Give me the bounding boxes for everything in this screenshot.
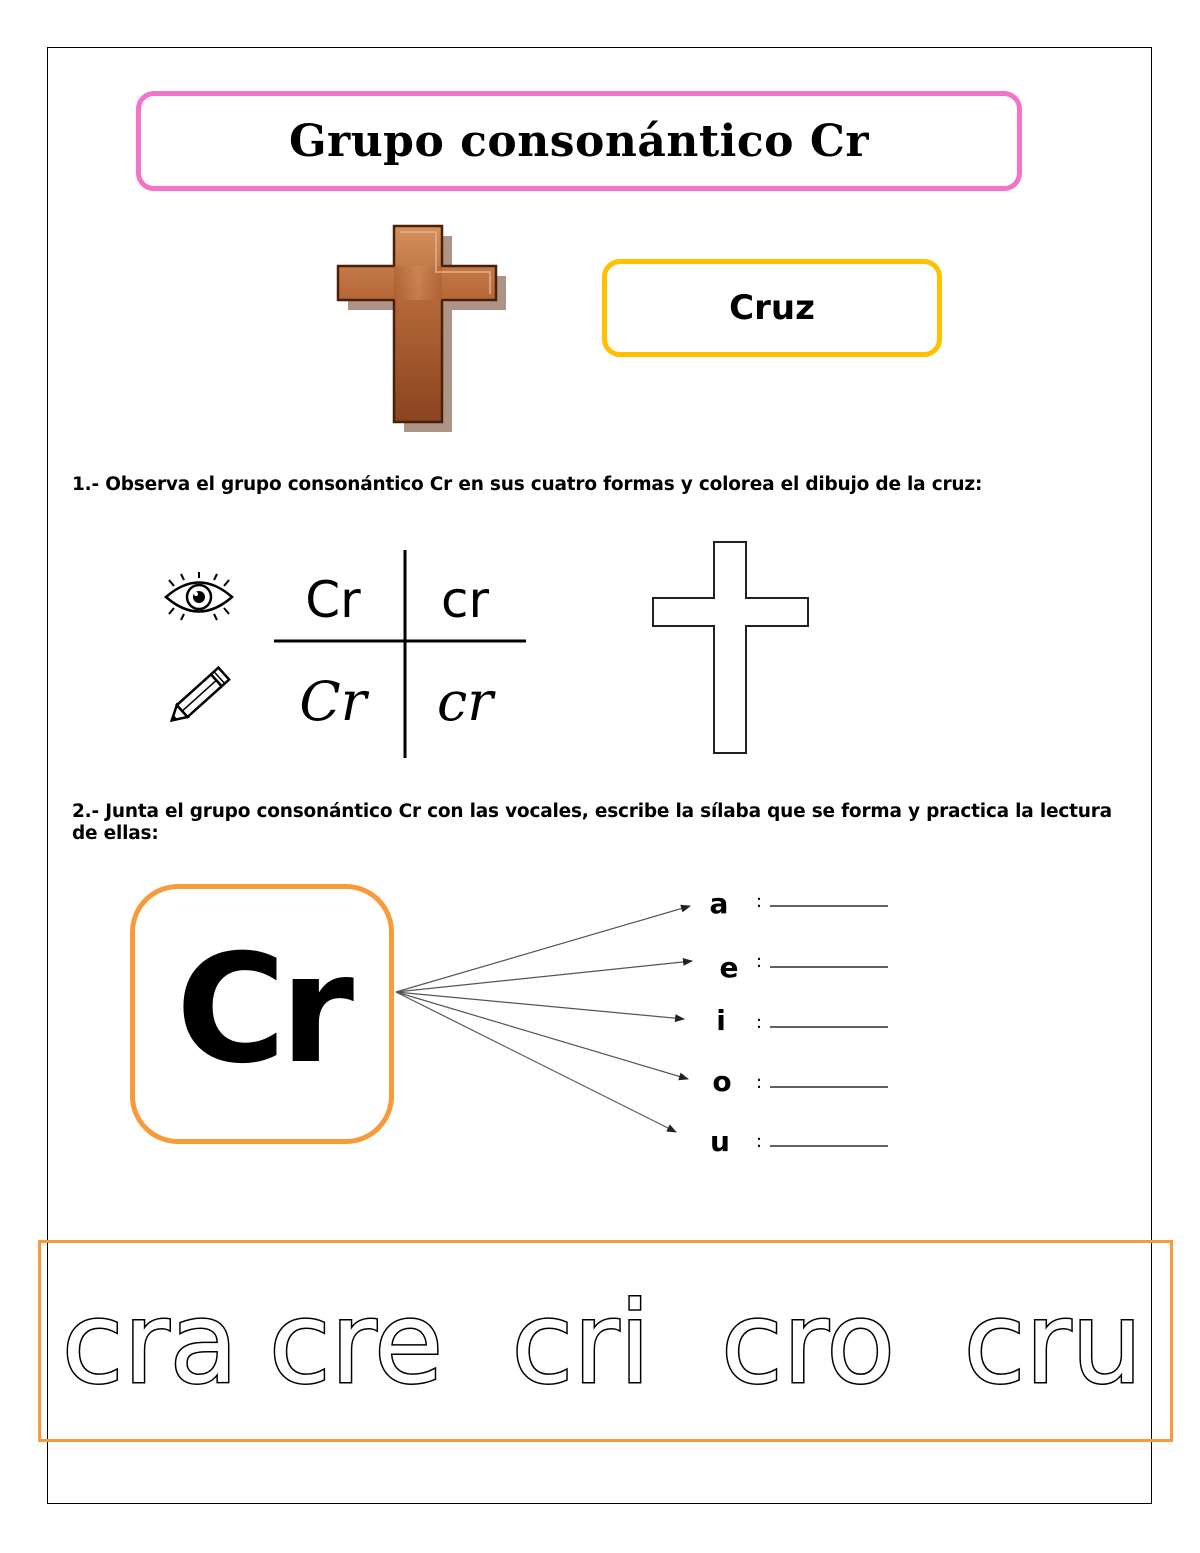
vowel-row-i (716, 1004, 888, 1037)
syllable-cre: cre (268, 1279, 444, 1409)
cursive-lower: cr (436, 670, 494, 733)
vowel-letter: e (719, 951, 739, 984)
vowel-row-a (710, 887, 888, 920)
vowel-row-u (710, 1125, 888, 1158)
vowel-letter: u (710, 1125, 730, 1158)
print-lower: cr (440, 571, 490, 629)
vowel-letter: i (716, 1004, 726, 1037)
print-upper: Cr (305, 571, 361, 629)
syllable-cra: cra (61, 1279, 239, 1409)
instruction-two: 2.- Junta el grupo consonántico Cr con las vocales, escribe la sílaba que se forma y practica la lectura de ellas: (72, 801, 1112, 844)
vowel-separator: : (756, 951, 763, 972)
vowel-letter: o (712, 1065, 732, 1098)
vowel-row-o (712, 1065, 888, 1098)
arrow-e (396, 961, 692, 992)
group-label: Cr (175, 923, 349, 1097)
vowel-separator: : (756, 1131, 763, 1152)
syllables-row (38, 1240, 1173, 1442)
syllable-cru: cru (963, 1279, 1143, 1409)
syllable-cro: cro (721, 1279, 895, 1409)
vowel-separator: : (756, 1072, 763, 1093)
instruction-one: 1.- Observa el grupo consonántico Cr en sus cuatro formas y colorea el dibujo de la cruz: (72, 474, 983, 495)
syllable-cri: cri (511, 1279, 651, 1409)
arrow-i (396, 992, 684, 1019)
arrow-o (396, 992, 688, 1079)
picture-word: Cruz (729, 288, 815, 328)
vowel-separator: : (756, 1012, 763, 1033)
arrow-u (396, 992, 676, 1132)
cursive-upper: Cr (299, 670, 367, 733)
vowel-separator: : (756, 891, 763, 912)
arrow-a (396, 906, 690, 992)
page-title: Grupo consonántico Cr (288, 115, 870, 167)
vowel-row-e (720, 951, 889, 984)
vowel-letter: a (709, 887, 729, 920)
